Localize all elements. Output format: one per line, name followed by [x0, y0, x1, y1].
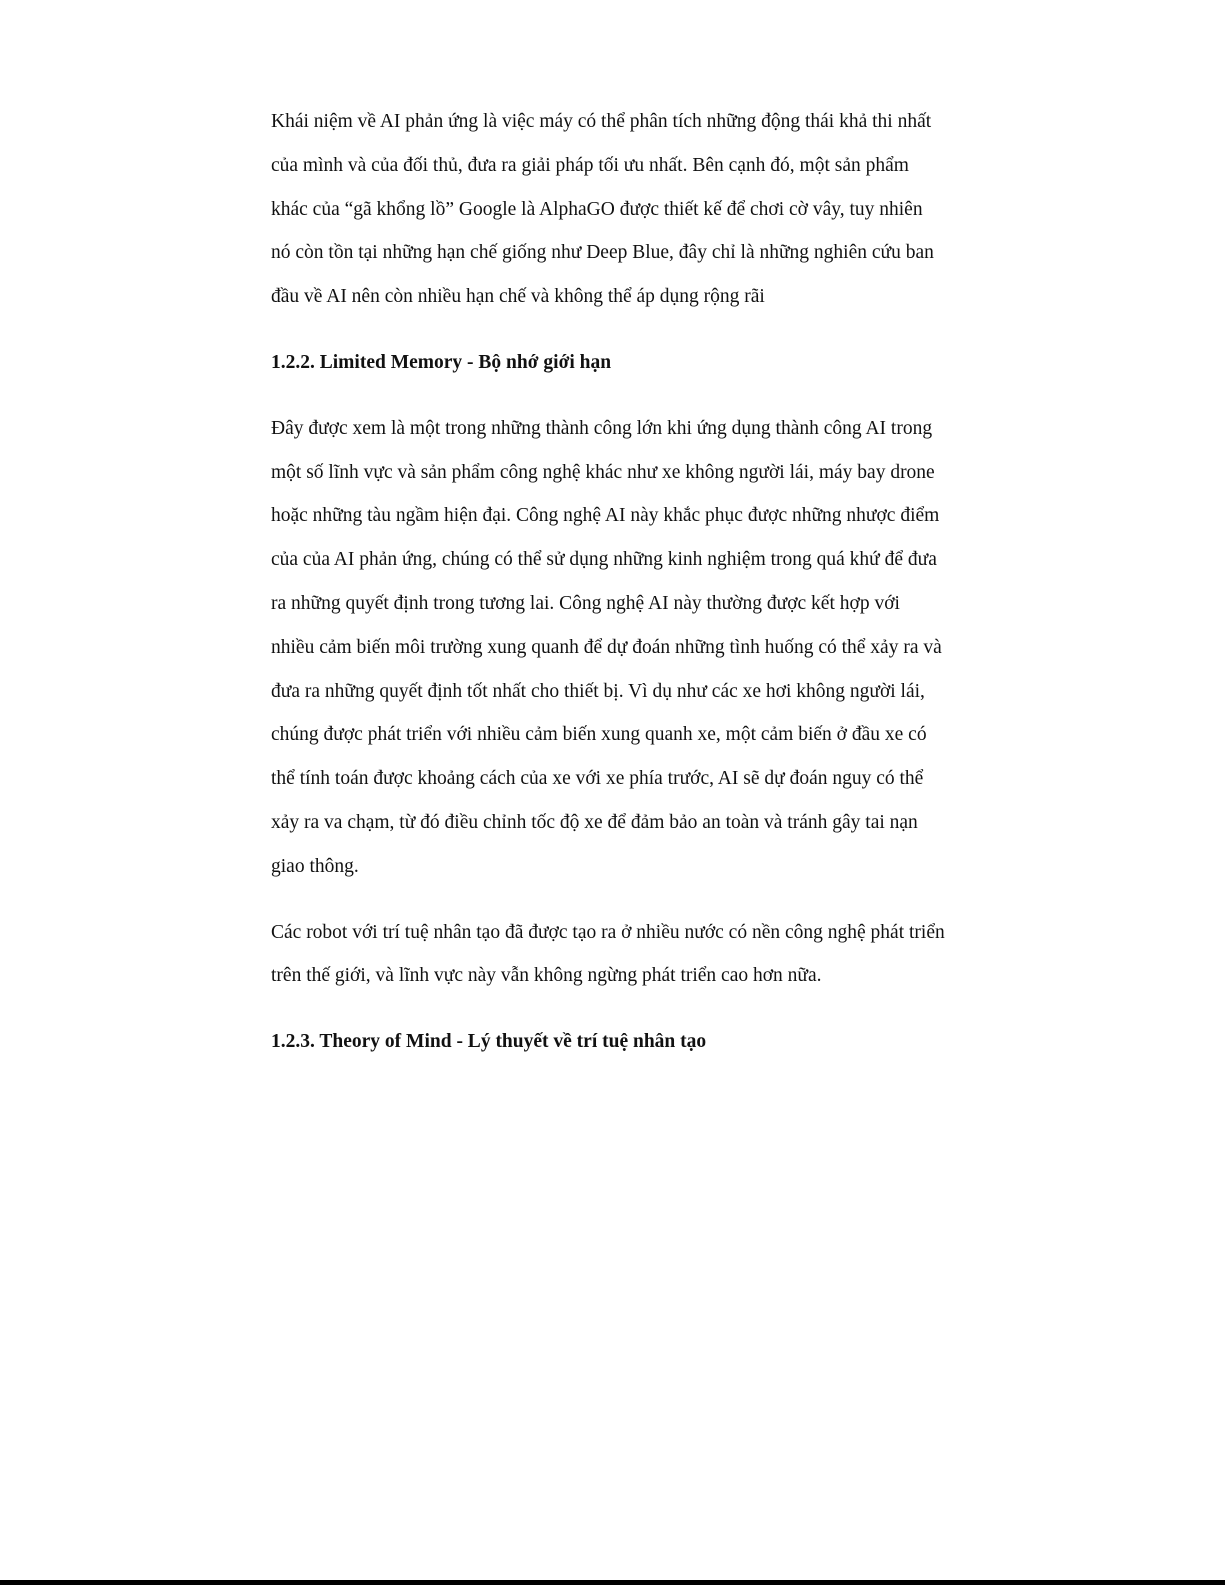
text-line: nhiều cảm biến môi trường xung quanh để dự đoán những tình huống có thể xảy ra và — [271, 636, 942, 658]
text-line: giao thông. — [271, 855, 359, 877]
text-line: hoặc những tàu ngầm hiện đại. Công nghệ AI này khắc phục được những nhược điểm — [271, 505, 940, 527]
text-line: Khái niệm về AI phản ứng là việc máy có thể phân tích những động thái khả thi nhất — [271, 111, 932, 132]
document-body — [271, 100, 943, 1064]
text-line: Đây được xem là một trong những thành công lớn khi ứng dụng thành công AI trong — [271, 417, 933, 439]
section-heading-theory-of-mind: 1.2.3. Theory of Mind - Lý thuyết về trí tuệ nhân tạo — [271, 1031, 707, 1053]
text-line: của mình và của đối thủ, đưa ra giải pháp tối ưu nhất. Bên cạnh đó, một sản phẩm — [271, 154, 909, 176]
text-line: nó còn tồn tại những hạn chế giống như Deep Blue, đây chỉ là những nghiên cứu ban — [271, 242, 934, 264]
text-line: khác của “gã khổng lồ” Google là AlphaGO được thiết kế để chơi cờ vây, tuy nhiên — [271, 198, 923, 220]
text-line: ra những quyết định trong tương lai. Công nghệ AI này thường được kết hợp với — [271, 592, 900, 614]
intro-paragraph — [271, 100, 943, 319]
text-line: một số lĩnh vực và sản phẩm công nghệ khác như xe không người lái, máy bay drone — [271, 461, 935, 483]
text-line: Các robot với trí tuệ nhân tạo đã được tạo ra ở nhiều nước có nền công nghệ phát triển — [271, 921, 945, 943]
text-line: chúng được phát triển với nhiều cảm biến xung quanh xe, một cảm biến ở đầu xe có — [271, 724, 927, 746]
text-line: xảy ra va chạm, từ đó điều chỉnh tốc độ xe để đảm bảo an toàn và tránh gây tai nạn — [271, 811, 918, 833]
section-heading-limited-memory: 1.2.2. Limited Memory - Bộ nhớ giới hạn — [271, 351, 612, 373]
text-line: trên thế giới, và lĩnh vực này vẫn không ngừng phát triển cao hơn nữa. — [271, 965, 822, 987]
text-line: của của AI phản ứng, chúng có thể sử dụng những kinh nghiệm trong quá khứ để đưa — [271, 549, 937, 571]
limited-memory-paragraph-1 — [271, 407, 943, 889]
page-bottom-border — [0, 1580, 1225, 1585]
text-line: đầu về AI nên còn nhiều hạn chế và không thể áp dụng rộng rãi — [271, 286, 765, 308]
text-line: thể tính toán được khoảng cách của xe với xe phía trước, AI sẽ dự đoán nguy có thể — [271, 768, 924, 790]
text-line: đưa ra những quyết định tốt nhất cho thiết bị. Vì dụ như các xe hơi không người lái, — [271, 680, 925, 702]
limited-memory-paragraph-2 — [271, 911, 943, 999]
